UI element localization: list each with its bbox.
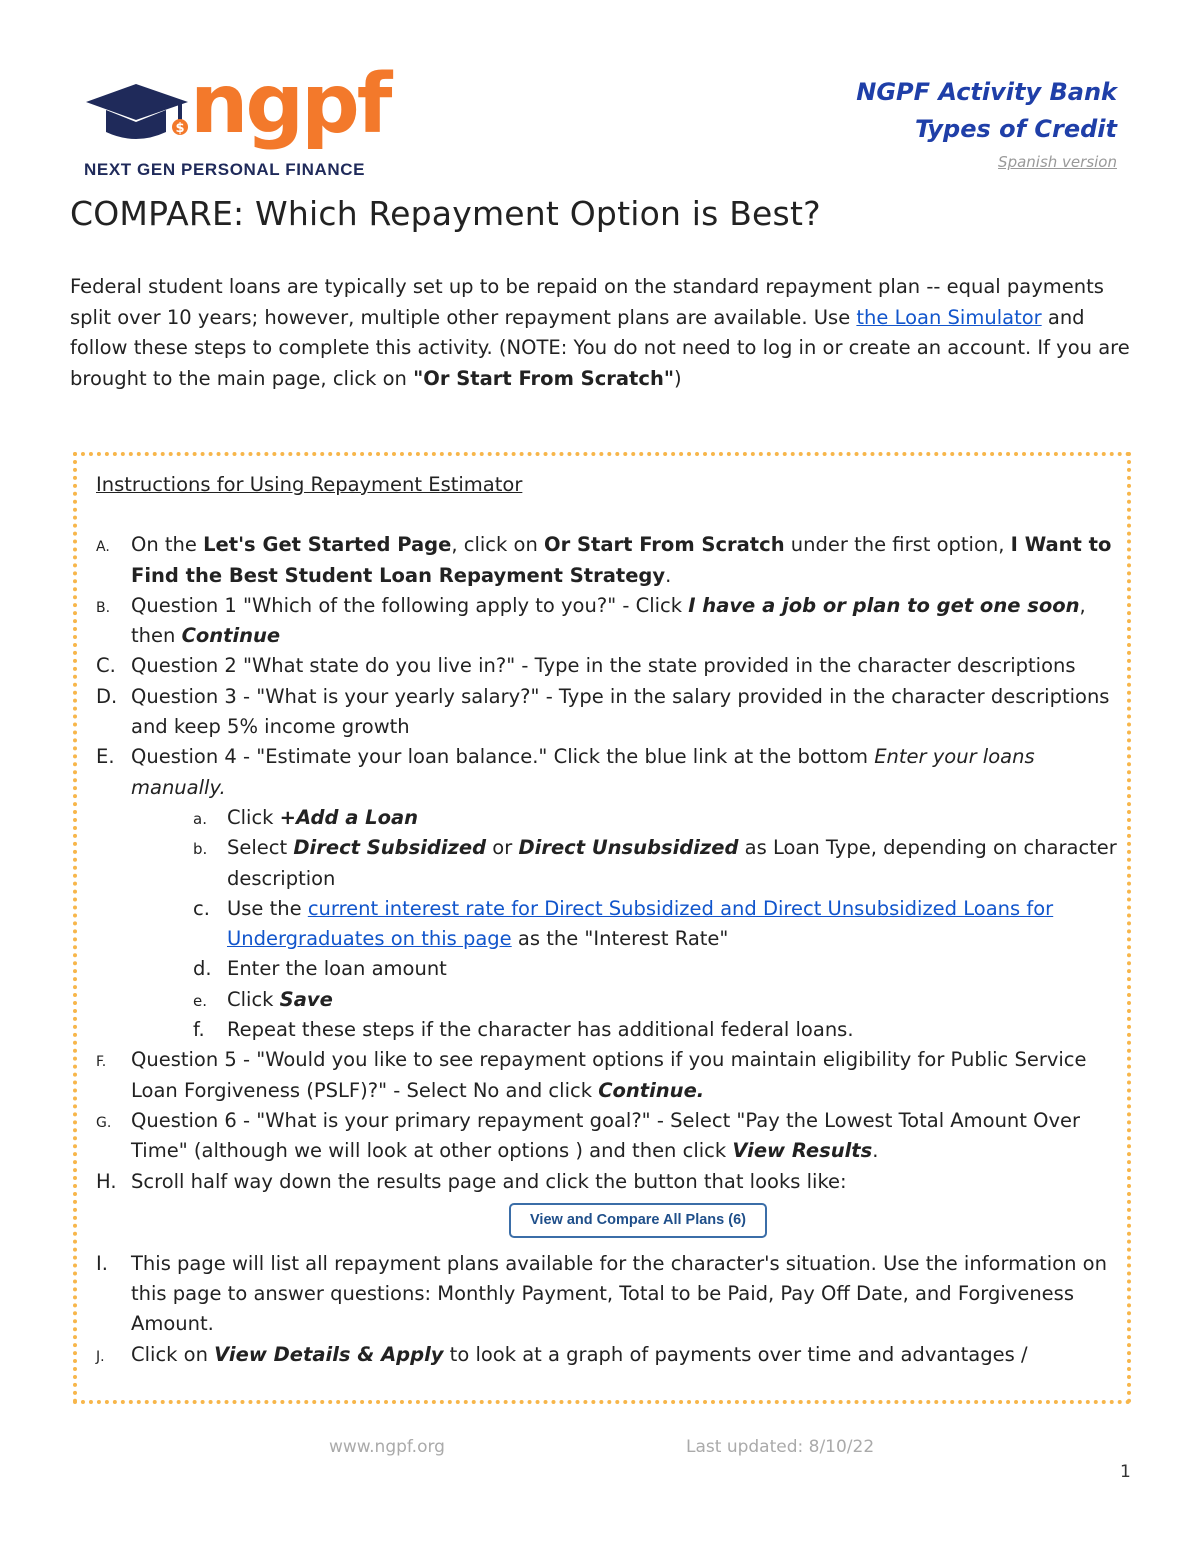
- intro-text: ): [673, 366, 682, 390]
- substep-marker: d.: [193, 957, 212, 981]
- view-compare-plans-button-image: View and Compare All Plans (6): [509, 1203, 767, 1238]
- step-g: [96, 1106, 1126, 1167]
- step-text: , click on: [451, 533, 544, 557]
- substep-b: [96, 833, 1126, 894]
- step-bold: I Want to Find the Best Student Loan Repayment Strategy: [131, 533, 1112, 587]
- substep-marker: e.: [193, 991, 207, 1010]
- step-text: Question 2 "What state do you live in?" - Type in the state provided in the character descriptions: [131, 654, 1076, 678]
- substep-f: [96, 1015, 1126, 1045]
- step-bold: Let's Get Started Page: [203, 533, 452, 557]
- button-image-row: [96, 1197, 1126, 1249]
- substep-text: Enter the loan amount: [227, 957, 447, 981]
- step-d: [96, 682, 1126, 743]
- step-e: [96, 742, 1126, 803]
- svg-text:$: $: [175, 121, 185, 136]
- activity-bank-label: NGPF Activity Bank: [856, 78, 1117, 106]
- instructions-content: [96, 470, 1126, 1370]
- loan-simulator-link[interactable]: the Loan Simulator: [856, 305, 1042, 329]
- substep-marker: f.: [193, 1018, 205, 1042]
- step-text: .: [872, 1139, 879, 1163]
- step-text: Question 1 "Which of the following apply to you?" - Click: [131, 593, 689, 617]
- substep-text: Repeat these steps if the character has additional federal loans.: [227, 1018, 854, 1042]
- step-text: Scroll half way down the results page and click the button that looks like:: [131, 1169, 847, 1193]
- step-marker: I.: [96, 1251, 108, 1275]
- step-c: [96, 651, 1126, 681]
- step-i: [96, 1249, 1126, 1340]
- topic-label: Types of Credit: [914, 115, 1117, 143]
- step-b: [96, 591, 1126, 652]
- substep-text: Use the: [227, 896, 308, 920]
- instructions-heading: Instructions for Using Repayment Estimator: [96, 473, 523, 496]
- step-italic: Enter your loans manually.: [131, 745, 1035, 799]
- step-f: [96, 1045, 1126, 1106]
- step-marker: F.: [96, 1054, 107, 1071]
- step-a: [96, 530, 1126, 591]
- step-marker: G.: [96, 1114, 112, 1131]
- intro-bold: "Or Start From Scratch": [413, 366, 674, 390]
- step-text: Click on: [131, 1342, 215, 1366]
- steps-list-continued: [96, 1045, 1126, 1196]
- step-text: .: [665, 563, 672, 587]
- substep-text: or: [486, 836, 519, 860]
- page-number: 1: [1120, 1462, 1131, 1482]
- step-marker: E.: [96, 745, 115, 769]
- substep-text: as Loan Type, depending on character description: [227, 836, 1117, 890]
- spanish-version-link[interactable]: Spanish version: [998, 153, 1117, 171]
- intro-text: Federal student loans are typically set up to be repaid on the standard repayment plan -- equal payments split over 10 years; however, multiple other repayment plans are available. Use: [70, 275, 1104, 329]
- logo-tagline: NEXT GEN PERSONAL FINANCE: [84, 160, 366, 179]
- step-marker: A.: [96, 539, 110, 556]
- step-text: On the: [131, 533, 204, 557]
- substep-e: [96, 985, 1126, 1015]
- step-marker: C.: [96, 654, 116, 678]
- intro-text: and follow these steps to complete this activity. (NOTE: You do not need to log in or create an account. If you are brought to the main page, click on: [70, 305, 1130, 390]
- step-j: [96, 1340, 1126, 1370]
- substep-text: as the "Interest Rate": [511, 927, 729, 951]
- graduation-cap-icon: [84, 80, 194, 150]
- step-text: Question 3 - "What is your yearly salary?" - Type in the salary provided in the character descriptions and keep 5% income growth: [131, 684, 1110, 739]
- interest-rate-link[interactable]: current interest rate for Direct Subsidized and Direct Unsubsidized Loans for Undergraduates on this page: [227, 896, 1054, 951]
- logo-wordmark: ngpf: [190, 57, 390, 152]
- step-marker: D.: [96, 684, 118, 708]
- substep-c: [96, 894, 1126, 955]
- substep-text: Click: [227, 805, 280, 829]
- substep-bold-italic: Save: [279, 987, 333, 1011]
- step-bold-italic: Continue: [181, 624, 281, 648]
- step-bold-italic: I have a job or plan to get one soon: [688, 593, 1080, 617]
- steps-list: [96, 530, 1126, 803]
- step-text: This page will list all repayment plans available for the character's situation. Use the information on this page to answer questions: Monthly Payment, Total to be Paid, Pay Off Date, and Forgiveness Amount.: [131, 1251, 1107, 1336]
- step-bold-italic: View Details & Apply: [214, 1342, 444, 1366]
- step-marker: H.: [96, 1169, 117, 1193]
- substep-marker: a.: [193, 809, 207, 828]
- step-bold-italic: Continue.: [598, 1078, 705, 1102]
- substep-bold-italic: +Add a Loan: [279, 805, 419, 829]
- step-text: Question 4 - "Estimate your loan balance." Click the blue link at the bottom: [131, 745, 875, 769]
- step-text: , then: [131, 593, 1086, 648]
- substep-bold-italic: Direct Unsubsidized: [518, 836, 739, 860]
- step-text: to look at a graph of payments over time and advantages /: [443, 1342, 1028, 1366]
- substep-d: [96, 954, 1126, 984]
- footer-last-updated: Last updated: 8/10/22: [686, 1437, 875, 1457]
- footer-website[interactable]: www.ngpf.org: [329, 1437, 445, 1457]
- substep-marker: c.: [193, 896, 210, 920]
- substep-bold-italic: Direct Subsidized: [293, 836, 487, 860]
- step-text: under the first option,: [784, 533, 1011, 557]
- step-text: Question 6 - "What is your primary repayment goal?" - Select "Pay the Lowest Total Amount Over Time" (although we will look at other options ) and then click: [131, 1108, 1081, 1163]
- substep-text: Select: [227, 836, 294, 860]
- intro-paragraph: [70, 272, 1132, 394]
- steps-list-final: [96, 1249, 1126, 1370]
- substeps-list: [96, 803, 1126, 1045]
- step-h: [96, 1167, 1126, 1197]
- substep-marker: b.: [193, 840, 208, 859]
- step-marker: J.: [96, 1348, 105, 1365]
- substep-text: Click: [227, 987, 280, 1011]
- step-text: Question 5 - "Would you like to see repayment options if you maintain eligibility for Public Service Loan Forgiveness (PSLF)?" - Select No and click: [131, 1048, 1087, 1102]
- page-title: COMPARE: Which Repayment Option is Best?: [70, 194, 821, 233]
- substep-a: [96, 803, 1126, 833]
- step-marker: B.: [96, 599, 111, 616]
- step-bold-italic: View Results: [732, 1139, 873, 1163]
- step-bold: Or Start From Scratch: [544, 533, 785, 557]
